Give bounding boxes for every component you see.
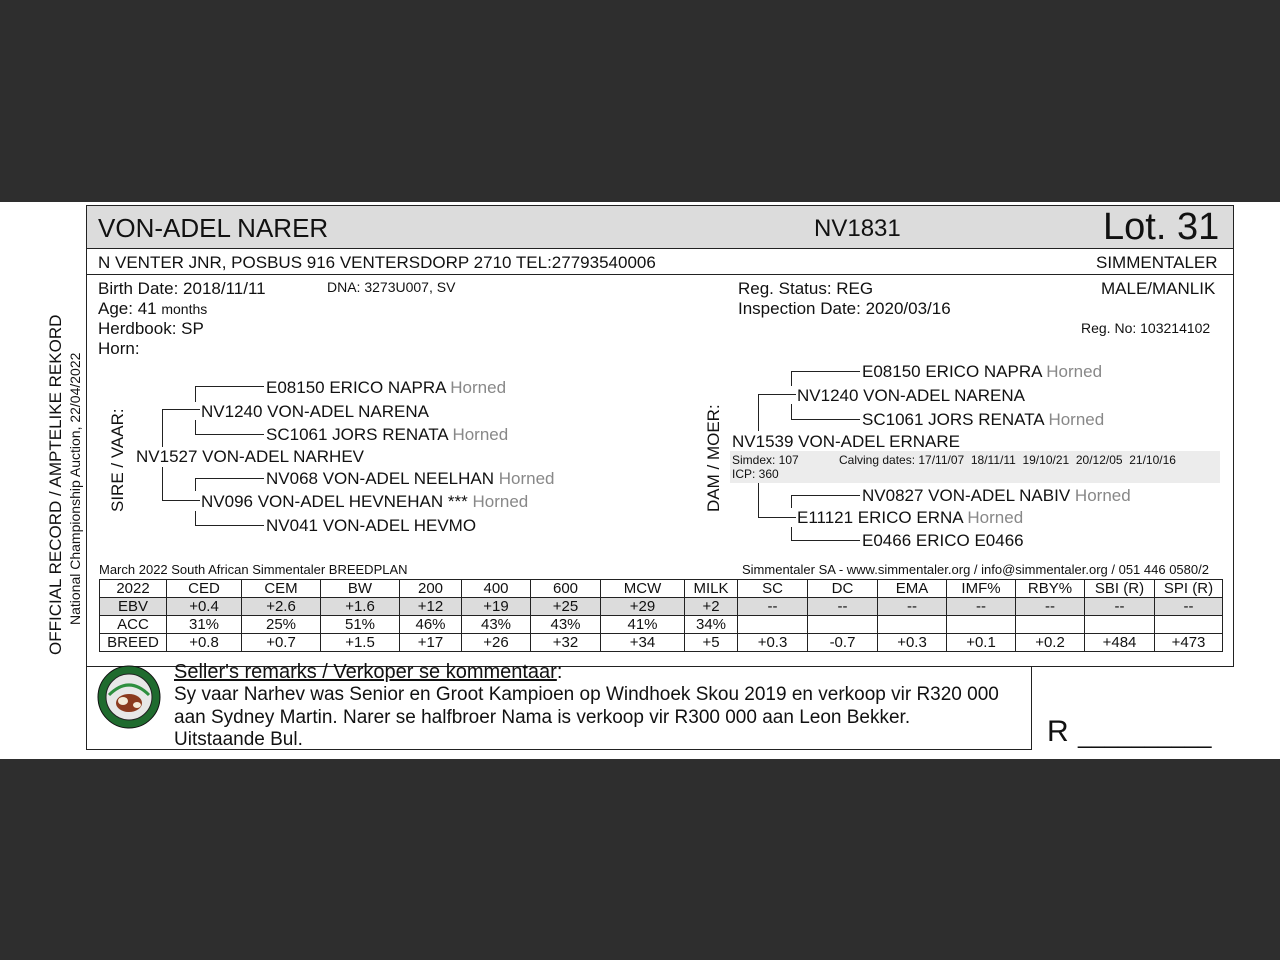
dam-connector	[758, 483, 759, 517]
ebv-cell: --	[878, 598, 947, 616]
dam-sire-sire: E08150 ERICO NAPRA Horned	[862, 362, 1103, 381]
sire-connector	[162, 409, 200, 410]
dam-connector	[758, 517, 796, 518]
acc-cell	[1016, 616, 1085, 634]
sire-connector	[195, 386, 264, 387]
acc-cell: ACC	[100, 616, 167, 634]
dam-connector	[791, 495, 860, 496]
dam-dam-sire: NV0827 VON-ADEL NABIV Horned	[862, 486, 1131, 505]
dam-connector	[758, 394, 759, 431]
breed-cell: +0.7	[242, 634, 321, 652]
official-record-label: OFFICIAL RECORD / AMPTELIKE REKORD	[46, 314, 65, 655]
acc-cell: 43%	[531, 616, 601, 634]
inspection-date: Inspection Date: 2020/03/16	[738, 299, 951, 318]
ebv-header-cell: 600	[531, 580, 601, 598]
dam-dam: E11121 ERICO ERNA Horned	[797, 508, 1024, 527]
breed-cell: +1.5	[321, 634, 400, 652]
dam-connector	[791, 371, 792, 386]
animal-name: VON-ADEL NARER	[98, 213, 329, 243]
dam-sire-dam: SC1061 JORS RENATA Horned	[862, 410, 1105, 429]
breed-cell: +0.2	[1016, 634, 1085, 652]
price-field[interactable]: __________	[1078, 722, 1212, 749]
acc-cell: 41%	[601, 616, 685, 634]
acc-cell	[808, 616, 878, 634]
simdex: Simdex: 107	[732, 453, 799, 467]
acc-cell: 51%	[321, 616, 400, 634]
breed-cell: +5	[685, 634, 738, 652]
dam-connector	[791, 540, 860, 541]
ebv-cell: +25	[531, 598, 601, 616]
sire-sire-dam: SC1061 JORS RENATA Horned	[266, 425, 509, 444]
ebv-header-cell: SC	[738, 580, 808, 598]
breed-row	[100, 634, 1223, 652]
ebv-header-cell: IMF%	[947, 580, 1016, 598]
breed-cell: +26	[462, 634, 531, 652]
sire-connector	[162, 467, 163, 500]
ebv-cell: --	[947, 598, 1016, 616]
ebv-cell: EBV	[100, 598, 167, 616]
contact-note: Simmentaler SA - www.simmentaler.org / info@simmentaler.org / 051 446 0580/2	[742, 562, 1209, 577]
ebv-cell: +19	[462, 598, 531, 616]
sire-label: SIRE / VAAR:	[108, 408, 127, 512]
acc-cell	[1085, 616, 1155, 634]
breedplan-note: March 2022 South African Simmentaler BREEDPLAN	[99, 562, 408, 577]
sire-sire-sire: E08150 ERICO NAPRA Horned	[266, 378, 507, 397]
sire-dam-dam: NV041 VON-ADEL HEVMO	[266, 516, 477, 535]
ebv-header-row	[100, 580, 1223, 598]
birth-date: Birth Date: 2018/11/11	[98, 279, 266, 298]
lot-number: Lot. 31	[1103, 206, 1220, 248]
breed-label: SIMMENTALER	[1096, 253, 1218, 272]
ebv-cell: +2.6	[242, 598, 321, 616]
sire-connector	[162, 409, 163, 447]
age-unit: months	[161, 301, 208, 317]
ebv-cell: --	[1085, 598, 1155, 616]
ebv-cell: +29	[601, 598, 685, 616]
age-value: Age: 41	[98, 299, 157, 318]
simmentaler-society-logo-icon	[97, 665, 161, 729]
sire-sire: NV1240 VON-ADEL NARENA	[201, 402, 430, 421]
sire-connector	[195, 478, 196, 491]
horn: Horn:	[98, 339, 140, 358]
dam-connector	[791, 371, 860, 372]
dam-dam-dam: E0466 ERICO E0466	[862, 531, 1024, 550]
breed-cell: +0.3	[878, 634, 947, 652]
remarks-line-3: Uitstaande Bul.	[174, 729, 303, 750]
ebv-header-cell: MILK	[685, 580, 738, 598]
sire-connector	[195, 420, 196, 434]
breed-cell: -0.7	[808, 634, 878, 652]
dam-label: DAM / MOER:	[704, 404, 723, 512]
ebv-header-cell: 200	[400, 580, 462, 598]
owner-line: N VENTER JNR, POSBUS 916 VENTERSDORP 2710 TEL:27793540006	[98, 253, 656, 272]
ebv-header-cell: DC	[808, 580, 878, 598]
ebv-cell: +1.6	[321, 598, 400, 616]
sire-connector	[195, 434, 264, 435]
ebv-cell: --	[738, 598, 808, 616]
ebv-header-cell: CED	[167, 580, 242, 598]
breed-cell: +0.1	[947, 634, 1016, 652]
calving-dates: Calving dates: 17/11/07 18/11/11 19/10/21 20/12/05 21/10/16	[839, 453, 1176, 467]
dam-connector	[791, 404, 792, 419]
breed-cell: +484	[1085, 634, 1155, 652]
sex: MALE/MANLIK	[1101, 279, 1216, 298]
dam-connector	[791, 495, 792, 508]
ebv-cell: +12	[400, 598, 462, 616]
ebv-cell: +0.4	[167, 598, 242, 616]
dam-sire: NV1240 VON-ADEL NARENA	[797, 386, 1026, 405]
sire-connector	[195, 511, 196, 525]
age	[98, 299, 207, 319]
remarks-line-2: aan Sydney Martin. Narer se halfbroer Nama is verkoop vir R300 000 aan Leon Bekker.	[174, 707, 911, 728]
dam-name: NV1539 VON-ADEL ERNARE	[732, 432, 961, 451]
acc-cell: 43%	[462, 616, 531, 634]
animal-id: NV1831	[814, 215, 901, 242]
acc-cell	[878, 616, 947, 634]
sire-dam-sire: NV068 VON-ADEL NEELHAN Horned	[266, 469, 555, 488]
dam-connector	[758, 394, 796, 395]
ebv-cell: +2	[685, 598, 738, 616]
herdbook: Herdbook: SP	[98, 319, 204, 338]
breed-cell: +34	[601, 634, 685, 652]
ebv-cell: --	[1155, 598, 1223, 616]
breed-cell: +17	[400, 634, 462, 652]
ebv-cell: --	[1016, 598, 1085, 616]
acc-cell: 46%	[400, 616, 462, 634]
price-symbol: R	[1047, 715, 1069, 748]
breed-cell: +0.8	[167, 634, 242, 652]
icp: ICP: 360	[732, 467, 779, 481]
ebv-header-cell: SBI (R)	[1085, 580, 1155, 598]
dna: DNA: 3273U007, SV	[327, 279, 456, 295]
acc-cell	[947, 616, 1016, 634]
acc-cell: 25%	[242, 616, 321, 634]
ebv-row	[100, 598, 1223, 616]
sire-name: NV1527 VON-ADEL NARHEV	[136, 447, 365, 466]
ebv-header-cell: CEM	[242, 580, 321, 598]
ebv-header-cell: EMA	[878, 580, 947, 598]
sire-connector	[195, 478, 264, 479]
ebv-cell: --	[808, 598, 878, 616]
ebv-header-cell: BW	[321, 580, 400, 598]
sire-dam: NV096 VON-ADEL HEVNEHAN *** Horned	[201, 492, 529, 511]
ebv-header-cell: SPI (R)	[1155, 580, 1223, 598]
sire-connector	[195, 386, 196, 402]
acc-cell: 31%	[167, 616, 242, 634]
breed-cell: +0.3	[738, 634, 808, 652]
sire-connector	[162, 500, 200, 501]
acc-cell: 34%	[685, 616, 738, 634]
acc-row	[100, 616, 1223, 634]
sire-connector	[195, 525, 264, 526]
ebv-header-cell: RBY%	[1016, 580, 1085, 598]
remarks-heading: Seller's remarks / Verkoper se kommentaar:	[174, 661, 563, 683]
ebv-header-cell: MCW	[601, 580, 685, 598]
auction-label: National Championship Auction, 22/04/2022	[67, 352, 83, 625]
reg-status: Reg. Status: REG	[738, 279, 874, 298]
acc-cell	[738, 616, 808, 634]
ebv-header-cell: 2022	[100, 580, 167, 598]
breed-cell: BREED	[100, 634, 167, 652]
ebv-table	[99, 579, 1223, 652]
remarks-line-1: Sy vaar Narhev was Senior en Groot Kampioen op Windhoek Skou 2019 en verkoop vir R320 000	[174, 684, 999, 705]
ebv-header-cell: 400	[462, 580, 531, 598]
reg-no: Reg. No: 103214102	[1081, 320, 1211, 336]
dam-connector	[791, 419, 860, 420]
breed-cell: +32	[531, 634, 601, 652]
breed-cell: +473	[1155, 634, 1223, 652]
acc-cell	[1155, 616, 1223, 634]
dam-connector	[791, 527, 792, 540]
